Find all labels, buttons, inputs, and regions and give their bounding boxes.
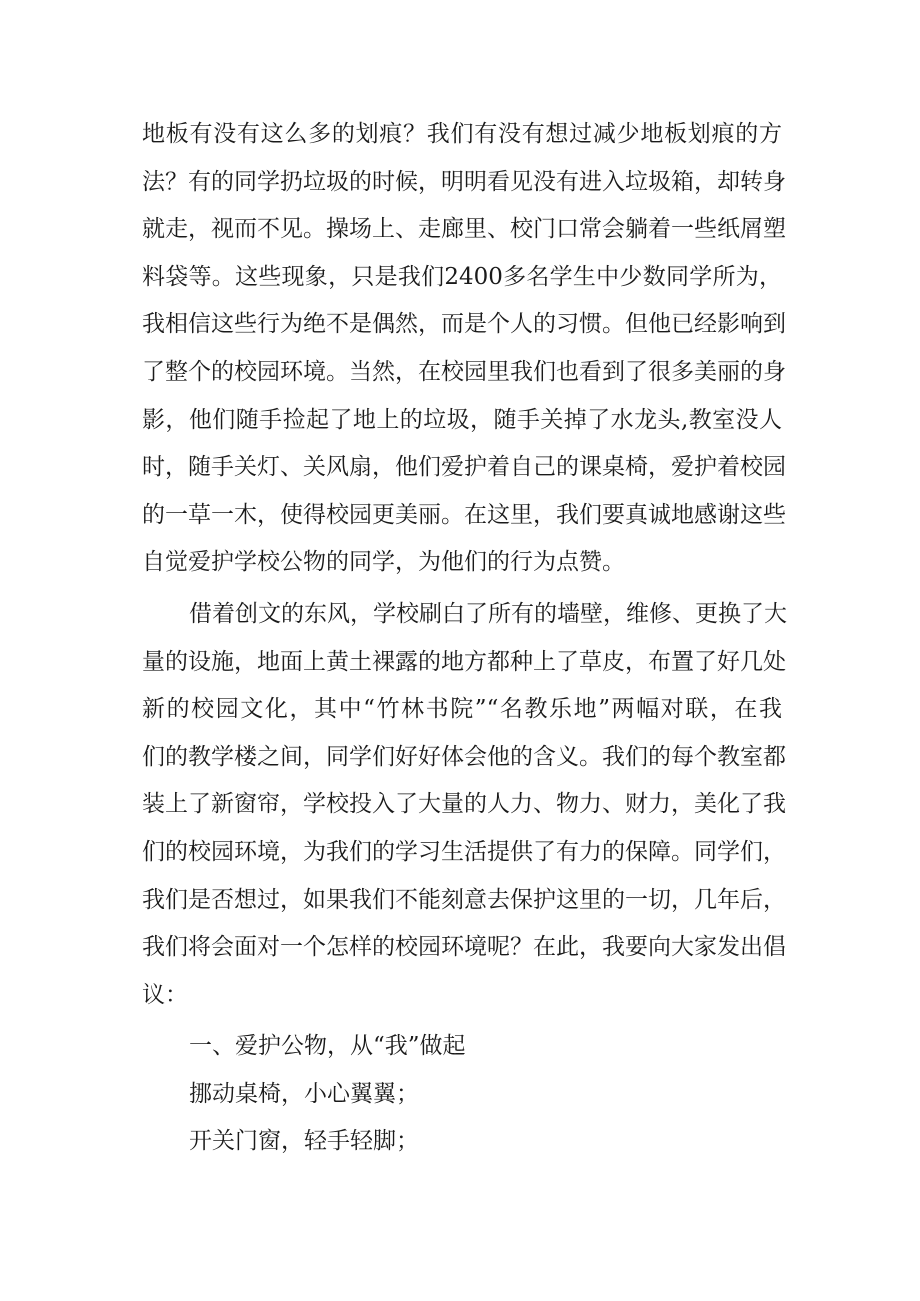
paragraph-1 [142, 111, 786, 587]
list-item: 挪动桌椅，小心翼翼； [189, 1080, 419, 1107]
text-line: 我们将会面对一个怎样的校园环境呢？在此，我要向大家发出倡 [142, 934, 786, 961]
text-line: 借着创文的东风，学校刷白了所有的墙壁，维修、更换了大 [189, 600, 787, 627]
text-line: 自觉爱护学校公物的同学，为他们的行为点赞。 [142, 549, 625, 576]
text-line: 了整个的校园环境。当然，在校园里我们也看到了很多美丽的身 [142, 358, 786, 385]
text-line: 时，随手关灯、关风扇，他们爱护着自己的课桌椅，爱护着校园 [142, 454, 786, 481]
text-line: 我相信这些行为绝不是偶然，而是个人的习惯。但他已经影响到 [142, 311, 786, 338]
section-heading: 一、爱护公物，从“我”做起 [189, 1033, 466, 1060]
text-line: 新的校园文化，其中“竹林书院”“名教乐地”两幅对联，在我 [142, 696, 782, 723]
text-line: 地板有没有这么多的划痕？我们有没有想过减少地板划痕的方 [142, 121, 782, 147]
paragraph-2 [142, 591, 787, 1019]
text-line: 法？有的同学扔垃圾的时候，明明看见没有进入垃圾箱，却转身 [142, 168, 786, 195]
text-line: 们的教学楼之间，同学们好好体会他的含义。我们的每个教室都 [142, 743, 786, 770]
document-body [142, 111, 787, 1166]
text-line: 议： [142, 981, 188, 1008]
text-line: 料袋等。这些现象，只是我们2400多名学生中少数同学所为， [142, 263, 782, 290]
text-line: 量的设施，地面上黄土裸露的地方都种上了草皮，布置了好几处 [142, 648, 786, 675]
list-item: 开关门窗，轻手轻脚； [189, 1128, 419, 1155]
text-line: 的一草一木，使得校园更美丽。在这里，我们要真诚地感谢这些 [142, 501, 786, 528]
proposal-section [142, 1023, 782, 1166]
text-line: 们的校园环境，为我们的学习生活提供了有力的保障。同学们， [142, 838, 786, 865]
text-line: 影，他们随手捡起了地上的垃圾，随手关掉了水龙头,教室没人 [142, 406, 782, 433]
text-line: 装上了新窗帘，学校投入了大量的人力、物力、财力，美化了我 [142, 791, 786, 818]
text-line: 我们是否想过，如果我们不能刻意去保护这里的一切，几年后， [142, 886, 786, 913]
text-line: 就走，视而不见。操场上、走廊里、校门口常会躺着一些纸屑塑 [142, 216, 786, 243]
